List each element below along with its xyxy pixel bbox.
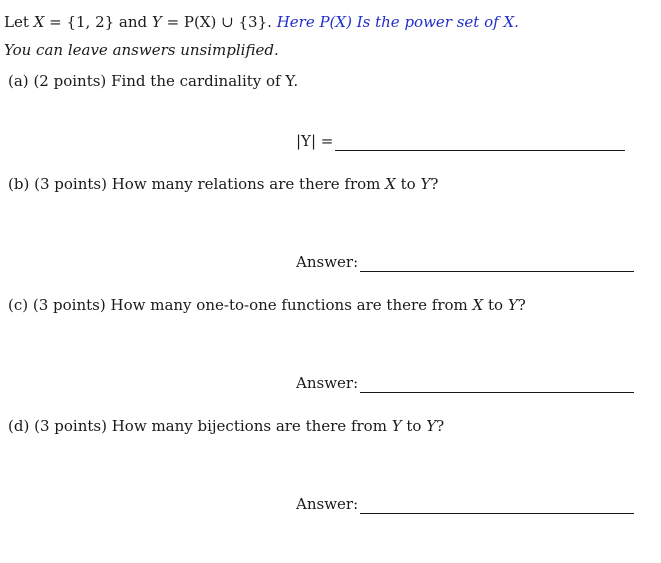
answer-a bbox=[296, 131, 625, 151]
question-points: (3 points) bbox=[34, 175, 107, 193]
instruction-note: You can leave answers unsimplified. bbox=[4, 41, 279, 59]
question-d bbox=[8, 416, 444, 436]
power-set-expr: P(X) bbox=[183, 13, 217, 31]
answer-d bbox=[296, 494, 634, 514]
question-label: (b) bbox=[8, 175, 30, 193]
question-mark: ? bbox=[517, 296, 526, 314]
question-a bbox=[8, 71, 298, 91]
union-expr: ∪ {3}. bbox=[216, 13, 277, 31]
answer-label: Answer: bbox=[296, 495, 359, 513]
var-x: X bbox=[33, 13, 45, 31]
answer-blank[interactable] bbox=[360, 378, 634, 393]
answer-label: |Y| = bbox=[296, 132, 334, 150]
var-x-end: X bbox=[503, 13, 515, 31]
var-to: Y bbox=[507, 296, 518, 314]
note-period: . bbox=[514, 13, 519, 31]
set-x-def: = {1, 2} and bbox=[44, 13, 152, 31]
var-to: Y bbox=[426, 417, 437, 435]
question-text: How many one-to-one functions are there from bbox=[110, 296, 473, 314]
question-points: (3 points) bbox=[34, 417, 107, 435]
question-c bbox=[8, 295, 526, 315]
power-set-note bbox=[277, 13, 519, 31]
question-text: How many relations are there from bbox=[111, 175, 386, 193]
question-text: How many bijections are there from bbox=[111, 417, 392, 435]
question-mark: ? bbox=[430, 175, 439, 193]
question-label: (d) bbox=[8, 417, 30, 435]
to-word: to bbox=[483, 296, 508, 314]
equals-sign: = bbox=[161, 13, 184, 31]
answer-blank[interactable] bbox=[335, 136, 625, 151]
to-word: to bbox=[401, 417, 427, 435]
question-text: Find the cardinality of Y. bbox=[111, 72, 299, 90]
answer-blank[interactable] bbox=[360, 257, 634, 272]
here-power-expr: P(X) bbox=[319, 13, 352, 31]
question-points: (3 points) bbox=[32, 296, 106, 314]
var-to: Y bbox=[420, 175, 431, 193]
var-from: X bbox=[385, 175, 396, 193]
question-b bbox=[8, 174, 438, 194]
answer-b bbox=[296, 252, 634, 272]
question-points: (2 points) bbox=[33, 72, 107, 90]
question-label: (a) bbox=[8, 72, 29, 90]
is-power-set-text: Is the power set of bbox=[351, 13, 504, 31]
answer-label: Answer: bbox=[296, 374, 359, 392]
answer-label: Answer: bbox=[296, 253, 359, 271]
var-from: Y bbox=[391, 417, 402, 435]
problem-statement bbox=[4, 12, 519, 32]
here-word: Here bbox=[276, 13, 320, 31]
answer-blank[interactable] bbox=[360, 499, 634, 514]
question-mark: ? bbox=[436, 417, 445, 435]
var-y: Y bbox=[151, 13, 162, 31]
answer-c bbox=[296, 373, 634, 393]
let-word: Let bbox=[4, 13, 29, 31]
to-word: to bbox=[395, 175, 421, 193]
var-from: X bbox=[472, 296, 484, 314]
question-label: (c) bbox=[8, 296, 29, 314]
